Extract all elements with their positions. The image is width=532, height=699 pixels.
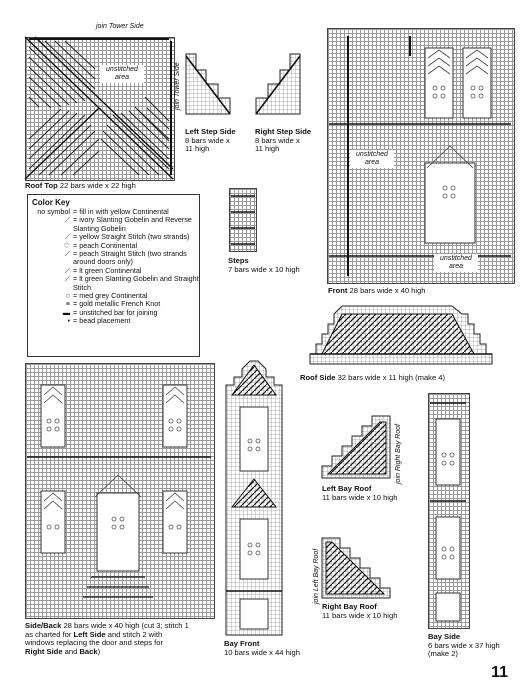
color-key-description: = yellow Straight Stitch (two strands) (73, 232, 190, 242)
side-back-name: Side/Back (25, 621, 62, 630)
color-key-description: = peach Straight Stitch (two strands around doors only) (73, 249, 187, 267)
roof-top-caption (25, 182, 136, 191)
right-bay-roof-join-label: join Left Bay Roof (313, 548, 320, 604)
front-unstitched-label-2: unstitched area (434, 254, 478, 272)
left-step-side-name: Left Step Side (185, 127, 236, 136)
color-key (27, 194, 200, 357)
right-bay-roof-caption (322, 603, 397, 620)
bay-front-chart (224, 355, 284, 637)
roof-top-join-top-label: join Tower Side (96, 23, 144, 30)
side-back-caption (25, 622, 189, 656)
roof-side-name: Roof Side (300, 373, 336, 382)
color-key-description: = unstitched bar for joining (73, 307, 158, 317)
left-bay-roof-name: Left Bay Roof (322, 484, 372, 493)
right-bay-roof-chart (320, 536, 392, 602)
bay-side-caption (428, 633, 500, 659)
left-step-side-size2: 11 high (185, 144, 210, 154)
roof-side-caption (300, 374, 445, 383)
color-key-description: = lt green Slanting Gobelin and Straight Stitch (73, 274, 199, 292)
side-back-line2b: Left Side (73, 629, 106, 639)
color-key-symbol: ⟋ (64, 274, 70, 284)
steps-name: Steps (228, 256, 249, 265)
color-key-description: = peach Continental (73, 240, 138, 250)
left-step-side-chart (186, 54, 246, 124)
color-key-symbol: no symbol (37, 207, 70, 216)
color-key-row (28, 216, 199, 233)
front-size: 28 bars wide x 40 high (349, 286, 426, 295)
right-bay-roof-name: Right Bay Roof (322, 602, 377, 611)
roof-top-join-right-label: join Tower Side (174, 62, 181, 110)
side-back-line3: windows replacing the door and steps for (25, 638, 164, 648)
side-back-line2a: as charted for (25, 629, 74, 639)
roof-top-name: Roof Top (25, 181, 58, 190)
color-key-rows (28, 208, 199, 326)
right-step-side-caption (255, 128, 311, 154)
side-back-line4d: ) (97, 646, 101, 656)
color-key-symbol: ≡ (65, 299, 70, 309)
front-unstitched-label-1: unstitched area (350, 150, 394, 168)
bay-side-stitches (428, 393, 470, 629)
steps-size: 7 bars wide x 10 high (228, 264, 300, 274)
side-back-line1: 28 bars wide x 40 high (cut 3; stitch 1 (63, 621, 189, 630)
color-key-symbol: ⟋ (64, 215, 70, 225)
side-back-line4a: Right Side (25, 646, 63, 656)
left-step-side-size1: 8 bars wide x (185, 135, 230, 145)
color-key-row (28, 275, 199, 292)
roof-top-stitches (25, 37, 175, 181)
color-key-symbol: ♡ (63, 240, 70, 250)
color-key-symbol: ○ (65, 291, 70, 301)
side-back-line2c: and stitch 2 with (105, 629, 163, 639)
roof-top-unstitched-label: unstitched area (100, 65, 144, 83)
page-number: 11 (491, 664, 508, 681)
bay-side-size2: (make 2) (428, 649, 458, 659)
left-bay-roof-caption (322, 485, 397, 502)
roof-top-size: 22 bars wide x 22 high (59, 181, 136, 190)
color-key-description: = ivory Slanting Gobelin and Reverse Slanting Gobelin (73, 215, 192, 233)
front-name: Front (328, 286, 348, 295)
color-key-row (28, 250, 199, 267)
right-step-side-size2: 11 high (255, 144, 280, 154)
left-bay-roof-join-label: join Right Bay Roof (395, 424, 402, 484)
front-caption (328, 287, 426, 296)
color-key-title: Color Key (32, 198, 70, 207)
steps-caption (228, 257, 300, 274)
right-step-side-chart (256, 54, 316, 124)
side-back-stitches (25, 363, 215, 619)
bay-side-size1: 6 bars wide x 37 high (428, 640, 500, 650)
left-bay-roof-chart (320, 412, 392, 482)
side-back-line4c: Back (79, 646, 98, 656)
color-key-description: = fill in with yellow Continental (73, 207, 169, 216)
left-step-side-caption (185, 128, 236, 154)
color-key-row (28, 317, 199, 325)
right-bay-roof-size: 11 bars wide x 10 high (322, 610, 398, 620)
color-key-symbol: ⟋ (64, 249, 70, 259)
side-back-line4b: and (62, 646, 80, 656)
color-key-symbol: ⟋ (64, 265, 70, 275)
bay-side-name: Bay Side (428, 632, 461, 641)
color-key-description: = gold metallic French Knot (73, 299, 161, 309)
color-key-symbol: ▬ (62, 307, 70, 317)
color-key-symbol: • (67, 316, 70, 326)
roof-side-chart (302, 298, 502, 368)
bay-front-name: Bay Front (224, 639, 260, 648)
color-key-description: = lt green Continental (73, 265, 142, 275)
color-key-description: = bead placement (73, 316, 131, 326)
color-key-symbol: ⟋ (64, 232, 70, 242)
steps-stitches (229, 188, 257, 252)
color-key-description: = med grey Continental (73, 291, 148, 301)
roof-side-size: 32 bars wide x 11 high (make 4) (337, 373, 446, 382)
bay-front-caption (224, 640, 300, 657)
right-step-side-name: Right Step Side (255, 127, 312, 136)
bay-front-size: 10 bars wide x 44 high (224, 647, 300, 657)
right-step-side-size1: 8 bars wide x (255, 135, 300, 145)
left-bay-roof-size: 11 bars wide x 10 high (322, 492, 398, 502)
